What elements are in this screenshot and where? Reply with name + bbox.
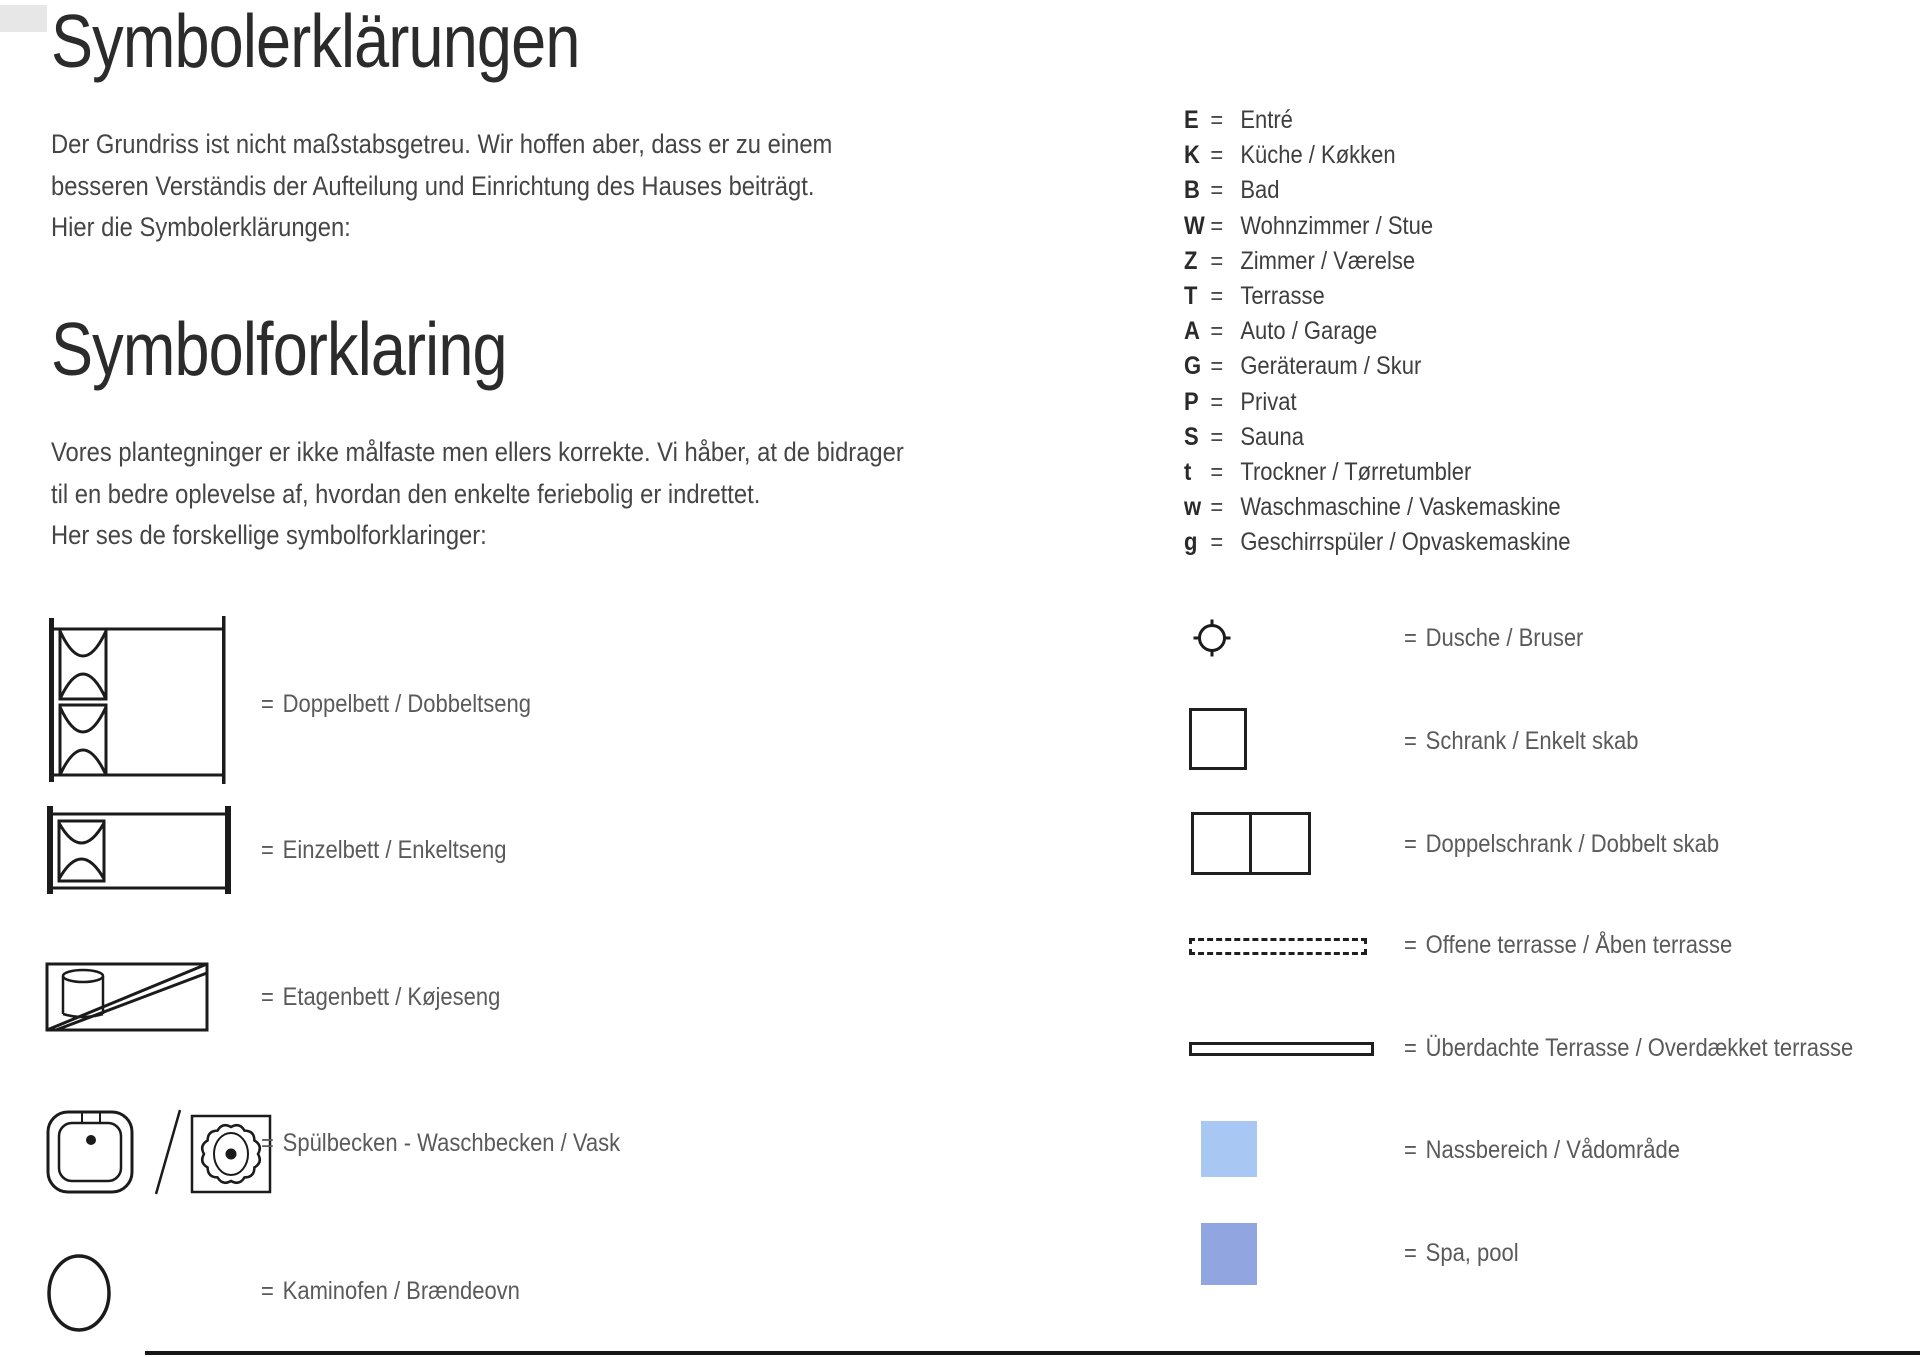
equals-sign: = xyxy=(261,836,274,864)
single-bed-label: = Einzelbett / Enkeltseng xyxy=(261,836,507,864)
room-label: Auto / Garage xyxy=(1240,317,1378,346)
room-letter: K xyxy=(1184,141,1200,170)
shower-icon xyxy=(1192,618,1232,658)
equals-sign: = xyxy=(1210,176,1224,205)
room-letter: S xyxy=(1184,422,1199,451)
letter-legend-row xyxy=(1184,209,1570,244)
equals-sign: = xyxy=(1404,1034,1417,1062)
intro-german-line: Hier die Symbolerklärungen: xyxy=(51,212,351,242)
single-wardrobe-label: = Schrank / Enkelt skab xyxy=(1404,727,1639,755)
equals-sign: = xyxy=(261,983,274,1011)
equals-sign: = xyxy=(1404,624,1417,652)
room-label: Zimmer / Værelse xyxy=(1240,246,1416,275)
equals-sign: = xyxy=(1210,528,1224,557)
equals-sign: = xyxy=(1404,727,1417,755)
open-terrace-label: = Offene terrasse / Åben terrasse xyxy=(1404,931,1733,959)
room-label: Privat xyxy=(1240,387,1297,416)
open-terrace-icon xyxy=(1189,938,1367,955)
letter-legend-row xyxy=(1184,279,1570,314)
room-letter: B xyxy=(1184,176,1200,205)
room-label: Wohnzimmer / Stue xyxy=(1240,211,1434,240)
covered-terrace-label: = Überdachte Terrasse / Overdækket terrasse xyxy=(1404,1034,1854,1062)
room-letter: W xyxy=(1184,211,1205,240)
equals-sign: = xyxy=(1210,106,1224,134)
bunk-bed-icon xyxy=(44,960,212,1034)
letter-legend-row xyxy=(1184,525,1570,560)
intro-german xyxy=(51,124,939,249)
room-label: Sauna xyxy=(1240,422,1304,451)
scan-artifact xyxy=(0,5,47,32)
room-label: Waschmaschine / Vaskemaskine xyxy=(1240,493,1561,522)
double-bed-label: = Doppelbett / Dobbeltseng xyxy=(261,690,531,718)
sink-washbasin-icon xyxy=(44,1104,279,1200)
intro-danish-line: til en bedre oplevelse af, hvordan den enkelte feriebolig er indrettet. xyxy=(51,478,761,509)
room-letter: A xyxy=(1184,317,1200,346)
shower-label: = Dusche / Bruser xyxy=(1404,624,1584,652)
letter-legend-row xyxy=(1184,244,1570,279)
equals-sign: = xyxy=(1210,493,1224,522)
equals-sign: = xyxy=(261,1277,274,1305)
room-letter: P xyxy=(1184,387,1199,416)
double-bed-icon xyxy=(44,614,234,786)
wood-stove-icon xyxy=(42,1252,118,1336)
equals-sign: = xyxy=(1210,246,1224,275)
equals-sign: = xyxy=(1210,457,1224,486)
letter-legend-row xyxy=(1184,385,1570,420)
intro-danish-line: Vores plantegninger er ikke målfaste men ellers korrekte. Vi håber, at de bidrager xyxy=(51,437,904,467)
double-wardrobe-label: = Doppelschrank / Dobbelt skab xyxy=(1404,830,1720,858)
room-label: Geschirrspüler / Opvaskemaskine xyxy=(1240,528,1571,557)
single-wardrobe-icon xyxy=(1189,708,1247,770)
equals-sign: = xyxy=(1404,830,1417,858)
equals-sign: = xyxy=(261,690,274,718)
bunk-bed-label: = Etagenbett / Køjeseng xyxy=(261,983,501,1011)
equals-sign: = xyxy=(1210,211,1224,240)
letter-legend-row xyxy=(1184,138,1570,173)
equals-sign: = xyxy=(1404,1136,1417,1164)
page-title-german: Symbolerklärungen xyxy=(51,0,580,83)
page-title-danish: Symbolforklaring xyxy=(51,307,507,391)
equals-sign: = xyxy=(1404,931,1417,959)
room-letter: w xyxy=(1184,493,1202,522)
sink-washbasin-label: = Spülbecken - Waschbecken / Vask xyxy=(261,1129,621,1157)
equals-sign: = xyxy=(1210,387,1224,416)
equals-sign: = xyxy=(1210,141,1224,170)
wet-area-swatch xyxy=(1201,1121,1257,1177)
intro-german-line: besseren Verständis der Aufteilung und Einrichtung des Hauses beiträgt. xyxy=(51,170,815,201)
equals-sign: = xyxy=(1210,422,1224,451)
room-label: Terrasse xyxy=(1240,281,1325,310)
page-bottom-edge xyxy=(145,1351,1920,1355)
letter-legend xyxy=(1184,103,1623,560)
room-label: Trockner / Tørretumbler xyxy=(1240,457,1472,486)
wet-area-label: = Nassbereich / Vådområde xyxy=(1404,1136,1681,1164)
letter-legend-row xyxy=(1184,173,1570,208)
intro-german-line: Der Grundriss ist nicht maßstabsgetreu. Wir hoffen aber, dass er zu einem xyxy=(51,129,833,159)
room-label: Küche / Køkken xyxy=(1240,141,1396,170)
double-wardrobe-icon xyxy=(1191,812,1311,875)
letter-legend-row xyxy=(1184,349,1570,384)
room-letter: Z xyxy=(1184,246,1198,275)
room-letter: t xyxy=(1184,457,1192,486)
wardrobe-divider xyxy=(1249,815,1252,872)
equals-sign: = xyxy=(1210,317,1224,346)
covered-terrace-icon xyxy=(1189,1042,1374,1056)
letter-legend-row xyxy=(1184,314,1570,349)
room-label: Bad xyxy=(1240,176,1280,205)
room-letter: g xyxy=(1184,528,1198,557)
letter-legend-row xyxy=(1184,490,1570,525)
room-label: Entré xyxy=(1240,106,1293,134)
room-label: Geräteraum / Skur xyxy=(1240,352,1422,381)
equals-sign: = xyxy=(1210,281,1224,310)
equals-sign: = xyxy=(1404,1239,1417,1267)
intro-danish-line: Her ses de forskellige symbolforklaringer: xyxy=(51,520,487,550)
room-letter: G xyxy=(1184,352,1202,381)
equals-sign: = xyxy=(261,1129,274,1157)
wood-stove-label: = Kaminofen / Brændeovn xyxy=(261,1277,520,1305)
room-letter: T xyxy=(1184,281,1198,310)
letter-legend-row xyxy=(1184,103,1570,138)
spa-pool-swatch xyxy=(1201,1223,1257,1285)
spa-pool-label: = Spa, pool xyxy=(1404,1239,1519,1267)
room-letter: E xyxy=(1184,106,1199,134)
letter-legend-row xyxy=(1184,420,1570,455)
single-bed-icon xyxy=(44,804,236,896)
intro-danish xyxy=(51,432,1020,557)
letter-legend-row xyxy=(1184,455,1570,490)
equals-sign: = xyxy=(1210,352,1224,381)
